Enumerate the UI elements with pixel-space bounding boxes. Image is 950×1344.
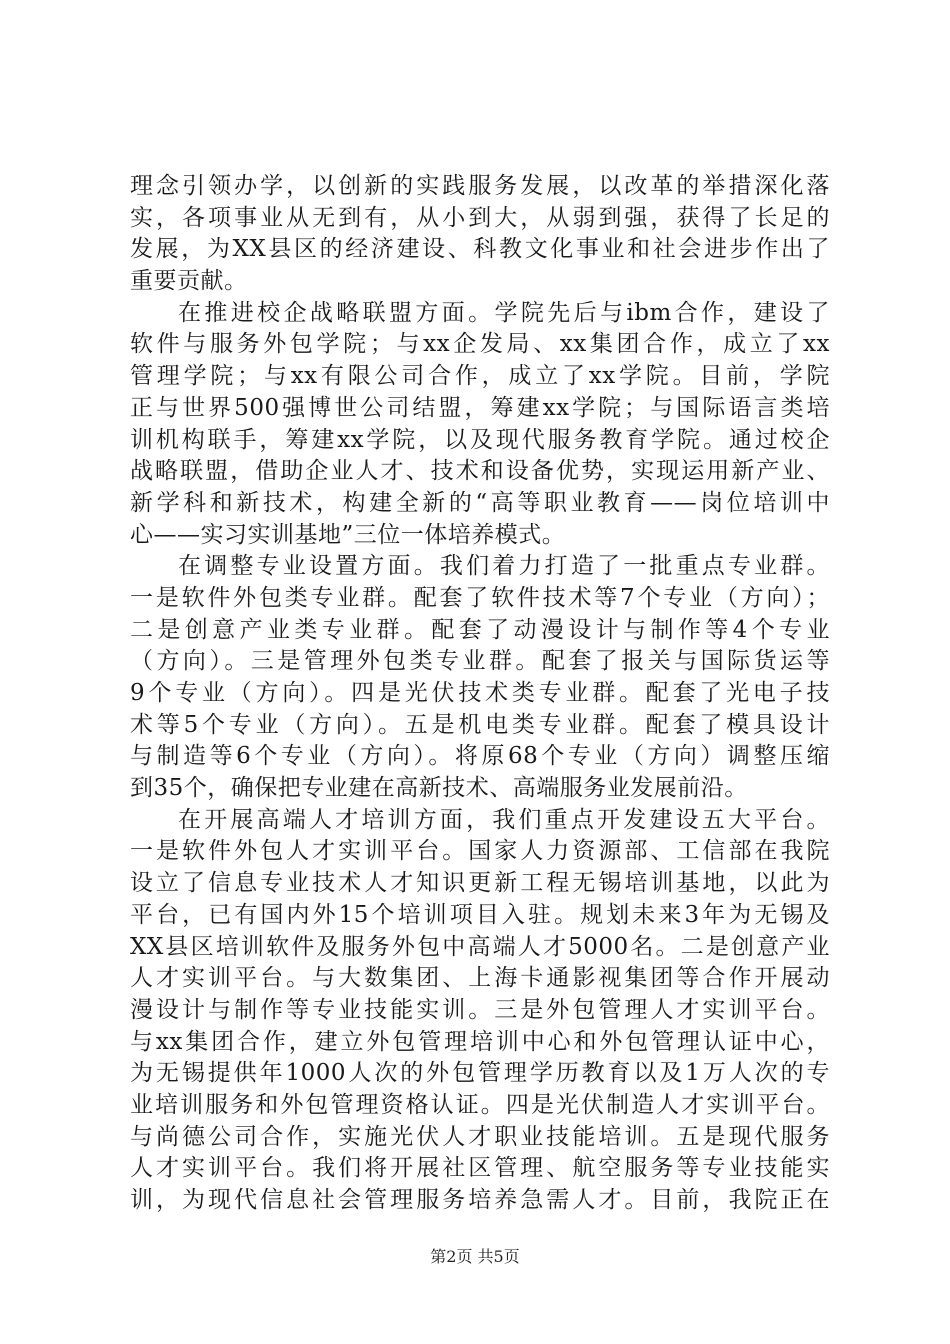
text-line: 业培训服务和外包管理资格认证。四是光伏制造人才实训平台。 xyxy=(130,1091,830,1118)
text-line: 漫设计与制作等专业技能实训。三是外包管理人才实训平台。 xyxy=(130,996,830,1023)
paragraph-first-line: 在调整专业设置方面。我们着力打造了一批重点专业群。 xyxy=(178,553,830,580)
text-line: 管理学院；与xx有限公司合作，成立了xx学院。目前，学院 xyxy=(130,363,830,390)
text-line: 与制造等6个专业（方向）。将原68个专业（方向）调整压缩 xyxy=(130,743,830,770)
text-line: 人才实训平台。我们将开展社区管理、航空服务等专业技能实 xyxy=(130,1155,830,1182)
text-line: 平台，已有国内外15个培训项目入驻。规划未来3年为无锡及 xyxy=(130,901,830,928)
text-line: 训机构联手，筹建xx学院，以及现代服务教育学院。通过校企 xyxy=(130,426,830,453)
text-line: 与尚德公司合作，实施光伏人才职业技能培训。五是现代服务 xyxy=(130,1123,830,1150)
text-line: （方向）。三是管理外包类专业群。配套了报关与国际货运等 xyxy=(130,648,830,675)
text-line: 软件与服务外包学院；与xx企发局、xx集团合作，成立了xx xyxy=(130,331,830,358)
text-line: 术等5个专业（方向）。五是机电类专业群。配套了模具设计 xyxy=(130,711,830,738)
text-line: 一是软件外包人才实训平台。国家人力资源部、工信部在我院 xyxy=(130,838,830,865)
paragraph-first-line: 在开展高端人才培训方面，我们重点开发建设五大平台。 xyxy=(178,806,830,833)
text-line: 为无锡提供年1000人次的外包管理学历教育以及1万人次的专 xyxy=(130,1060,830,1087)
text-line: 9个专业（方向）。四是光伏技术类专业群。配套了光电子技 xyxy=(130,680,830,706)
text-line: 重要贡献。 xyxy=(130,268,248,295)
text-line: 一是软件外包类专业群。配套了软件技术等7个专业（方向）； xyxy=(130,584,830,611)
text-line: 到35个，确保把专业建在高新技术、高端服务业发展前沿。 xyxy=(130,775,748,802)
text-line: 与xx集团合作，建立外包管理培训中心和外包管理认证中心， xyxy=(130,1028,830,1055)
body-text xyxy=(130,171,830,1217)
text-line: XX县区培训软件及服务外包中高端人才5000名。二是创意产业 xyxy=(130,933,830,960)
text-line: 发展，为XX县区的经济建设、科教文化事业和社会进步作出了 xyxy=(130,236,830,263)
text-line: 新学科和新技术，构建全新的“高等职业教育——岗位培训中 xyxy=(130,489,830,516)
paragraph-first-line: 在推进校企战略联盟方面。学院先后与ibm合作，建设了 xyxy=(178,299,830,326)
text-line: 二是创意产业类专业群。配套了动漫设计与制作等4个专业 xyxy=(130,616,830,643)
text-line: 训，为现代信息社会管理服务培养急需人才。目前，我院正在 xyxy=(130,1187,830,1213)
text-line: 实，各项事业从无到有，从小到大，从弱到强，获得了长足的 xyxy=(130,204,830,231)
text-line: 设立了信息专业技术人才知识更新工程无锡培训基地，以此为 xyxy=(130,870,830,897)
text-line: 战略联盟，借助企业人才、技术和设备优势，实现运用新产业、 xyxy=(130,458,830,485)
page-number-footer: 第2页 共5页 xyxy=(430,1247,520,1266)
text-line: 心——实习实训基地”三位一体培养模式。 xyxy=(130,521,566,548)
text-line: 正与世界500强博世公司结盟，筹建xx学院；与国际语言类培 xyxy=(130,394,830,421)
text-line: 人才实训平台。与大数集团、上海卡通影视集团等合作开展动 xyxy=(130,965,830,992)
text-line: 理念引领办学，以创新的实践服务发展，以改革的举措深化落 xyxy=(130,173,830,199)
